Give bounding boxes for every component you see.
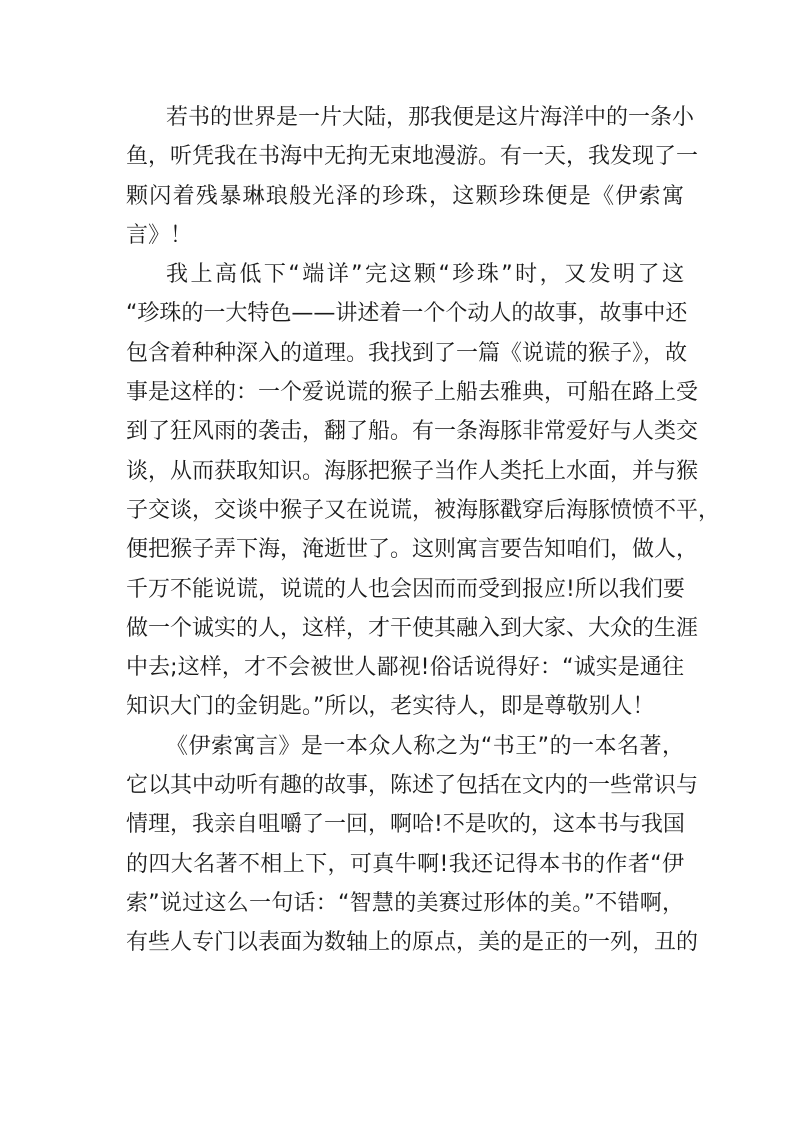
text-line: 《伊索寓言》是一本众人称之为“书王”的一本名著， — [166, 733, 684, 759]
text-line: 包含着种种深入的道理。我找到了一篇《说谎的猴子》，故 — [126, 340, 688, 366]
text-line: 做一个诚实的人，这样，才干使其融入到大家、大众的生涯 — [126, 615, 699, 641]
text-line: 鱼，听凭我在书海中无拘无束地漫游。有一天，我发现了一 — [126, 144, 699, 170]
text-line: 谈，从而获取知识。海豚把猴子当作人类托上水面，并与猴 — [126, 458, 699, 484]
text-line: 若书的世界是一片大陆，那我便是这片海洋中的一条小 — [166, 105, 695, 130]
paragraph-1 — [126, 98, 699, 255]
text-line: 情理，我亲自咀嚼了一回，啊哈!不是吹的，这本书与我国 — [126, 812, 685, 838]
text-line: 事是这样的：一个爱说谎的猴子上船去雅典，可船在路上受 — [126, 380, 699, 406]
text-line: 我上高低下“端详”完这颗“珍珠”时，又发明了这 — [166, 262, 684, 288]
text-line: 言》！ — [126, 222, 193, 248]
text-line: 有些人专门以表面为数轴上的原点，美的是正的一列，丑的 — [126, 930, 699, 956]
text-line: 的四大名著不相上下，可真牛啊!我还记得本书的作者“伊 — [126, 851, 684, 877]
text-line: 它以其中动听有趣的故事，陈述了包括在文内的一些常识与 — [126, 773, 699, 799]
text-line: 颗闪着残暴琳琅般光泽的珍珠，这颗珍珠便是《伊索寓 — [126, 183, 684, 209]
text-line: “珍珠的一大特色——讲述着一个个动人的故事，故事中还 — [126, 301, 688, 327]
text-line: 索”说过这么一句话：“智慧的美赛过形体的美。”不错啊， — [126, 890, 684, 916]
text-line: 中去;这样，才不会被世人鄙视!俗话说得好：“诚实是通往 — [126, 655, 684, 681]
text-line: 知识大门的金钥匙。”所以，老实待人，即是尊敬别人！ — [126, 694, 655, 720]
paragraph-3 — [126, 727, 699, 963]
paragraph-2 — [126, 255, 721, 727]
text-line: 子交谈，交谈中猴子又在说谎，被海豚戳穿后海豚愤愤不平， — [126, 497, 721, 523]
document-body — [126, 98, 721, 963]
text-line: 便把猴子弄下海，淹逝世了。这则寓言要告知咱们，做人， — [126, 537, 699, 563]
text-line: 到了狂风雨的袭击，翻了船。有一条海豚非常爱好与人类交 — [126, 419, 699, 445]
text-line: 千万不能说谎，说谎的人也会因而而受到报应!所以我们要 — [126, 576, 685, 602]
